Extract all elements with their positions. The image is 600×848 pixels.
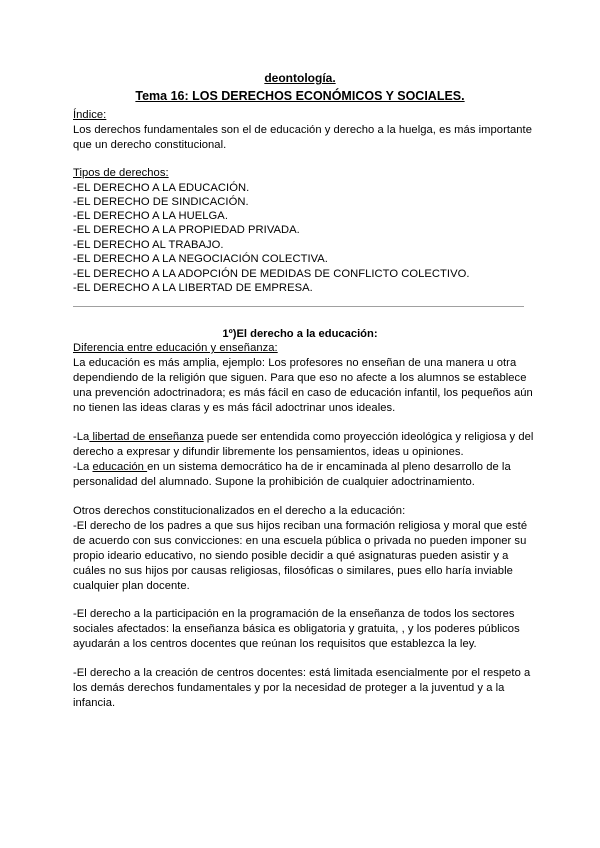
suffix: puede ser entendida como proyección ideológica y religiosa y del [203,431,534,443]
suffix: en un sistema democrático ha de ir encaminada al pleno desarrollo de la [147,461,511,473]
paragraph-line: ayudarán a los centros docentes que reúnan los requisitos que establezca la ley. [73,638,477,650]
index-label: Índice: [73,109,107,121]
paragraph-line: La educación es más amplia, ejemplo: Los profesores no enseñan de una manera u otra [73,357,517,369]
paragraph-line: -El derecho a la participación en la programación de la enseñanza de todos los sectores [73,608,515,620]
paragraph-line: infancia. [73,697,116,709]
rights-item: -EL DERECHO A LA NEGOCIACIÓN COLECTIVA. [73,253,328,265]
rights-item: -EL DERECHO DE SINDICACIÓN. [73,196,249,208]
paragraph-line: -El derecho de los padres a que sus hijos reciban una formación religiosa y moral que esté [73,520,528,532]
rights-item: -EL DERECHO A LA HUELGA. [73,210,228,222]
horizontal-divider [73,306,524,307]
term-libertad-ensenanza: libertad de enseñanza [89,431,204,443]
paragraph-line: una prevención adoctrinadora; es más fácil en caso de educación infantil, los pequeños aún [73,387,533,399]
paragraph-line: sociales afectados: la enseñanza básica es obligatoria y gratuita, , y los poderes públicos [73,623,520,635]
rights-item: -EL DERECHO A LA PROPIEDAD PRIVADA. [73,224,300,236]
paragraph-line: los demás derechos fundamentales y por la necesidad de proteger a la juventud y a la [73,682,505,694]
paragraph-line: no tienen las ideas claras y es más fácil adoctrinar unos ideales. [73,402,396,414]
paragraph-line: personalidad del alumnado. Supone la prohibición de cualquier adoctrinamiento. [73,476,475,488]
paragraph-line: cualquier plan docente. [73,580,190,592]
paragraph-line: dependiendo de la religión que siguen. Para que eso no afecte a los alumnos se establece [73,372,527,384]
rights-item: -EL DERECHO A LA ADOPCIÓN DE MEDIDAS DE CONFLICTO COLECTIVO. [73,268,470,280]
prefix: -La [73,431,90,443]
paragraph-line: de acuerdo con sus convicciones: en una escuela pública o privada no pueden imponer su [73,535,527,547]
index-line: Los derechos fundamentales son el de educación y derecho a la huelga, es más importante [73,124,532,136]
document-title: Tema 16: LOS DERECHOS ECONÓMICOS Y SOCIALES. [135,89,465,103]
paragraph-line: -El derecho a la creación de centros docentes: está limitada esencialmente por el respeto a [73,667,531,679]
paragraph-line: derecho a expresar y difundir libremente los pensamientos, ideas u opiniones. [73,446,464,458]
index-line: que un derecho constitucional. [73,139,227,151]
paragraph-line: propio ideario educativo, no siendo posible decidir a qué asignaturas pueden asistir y a [73,550,509,562]
paragraph-line [73,430,533,444]
section-subheading: Diferencia entre educación y enseñanza: [73,342,278,354]
rights-item: -EL DERECHO AL TRABAJO. [73,239,224,251]
section-heading: 1º)El derecho a la educación: [222,328,378,340]
paragraph-line: Otros derechos constitucionalizados en el derecho a la educación: [73,505,406,517]
rights-label: Tipos de derechos: [73,167,169,179]
paragraph-line [73,460,511,474]
prefix: -La [73,461,93,473]
term-educacion: educación [92,461,148,473]
paragraph-line: cuáles no sus hijos por causas religiosas, filosóficas o similares, pues ello haría inviable [73,565,513,577]
rights-item: -EL DERECHO A LA EDUCACIÓN. [73,182,250,194]
document-subject: deontología. [264,71,336,85]
rights-item: -EL DERECHO A LA LIBERTAD DE EMPRESA. [73,282,313,294]
